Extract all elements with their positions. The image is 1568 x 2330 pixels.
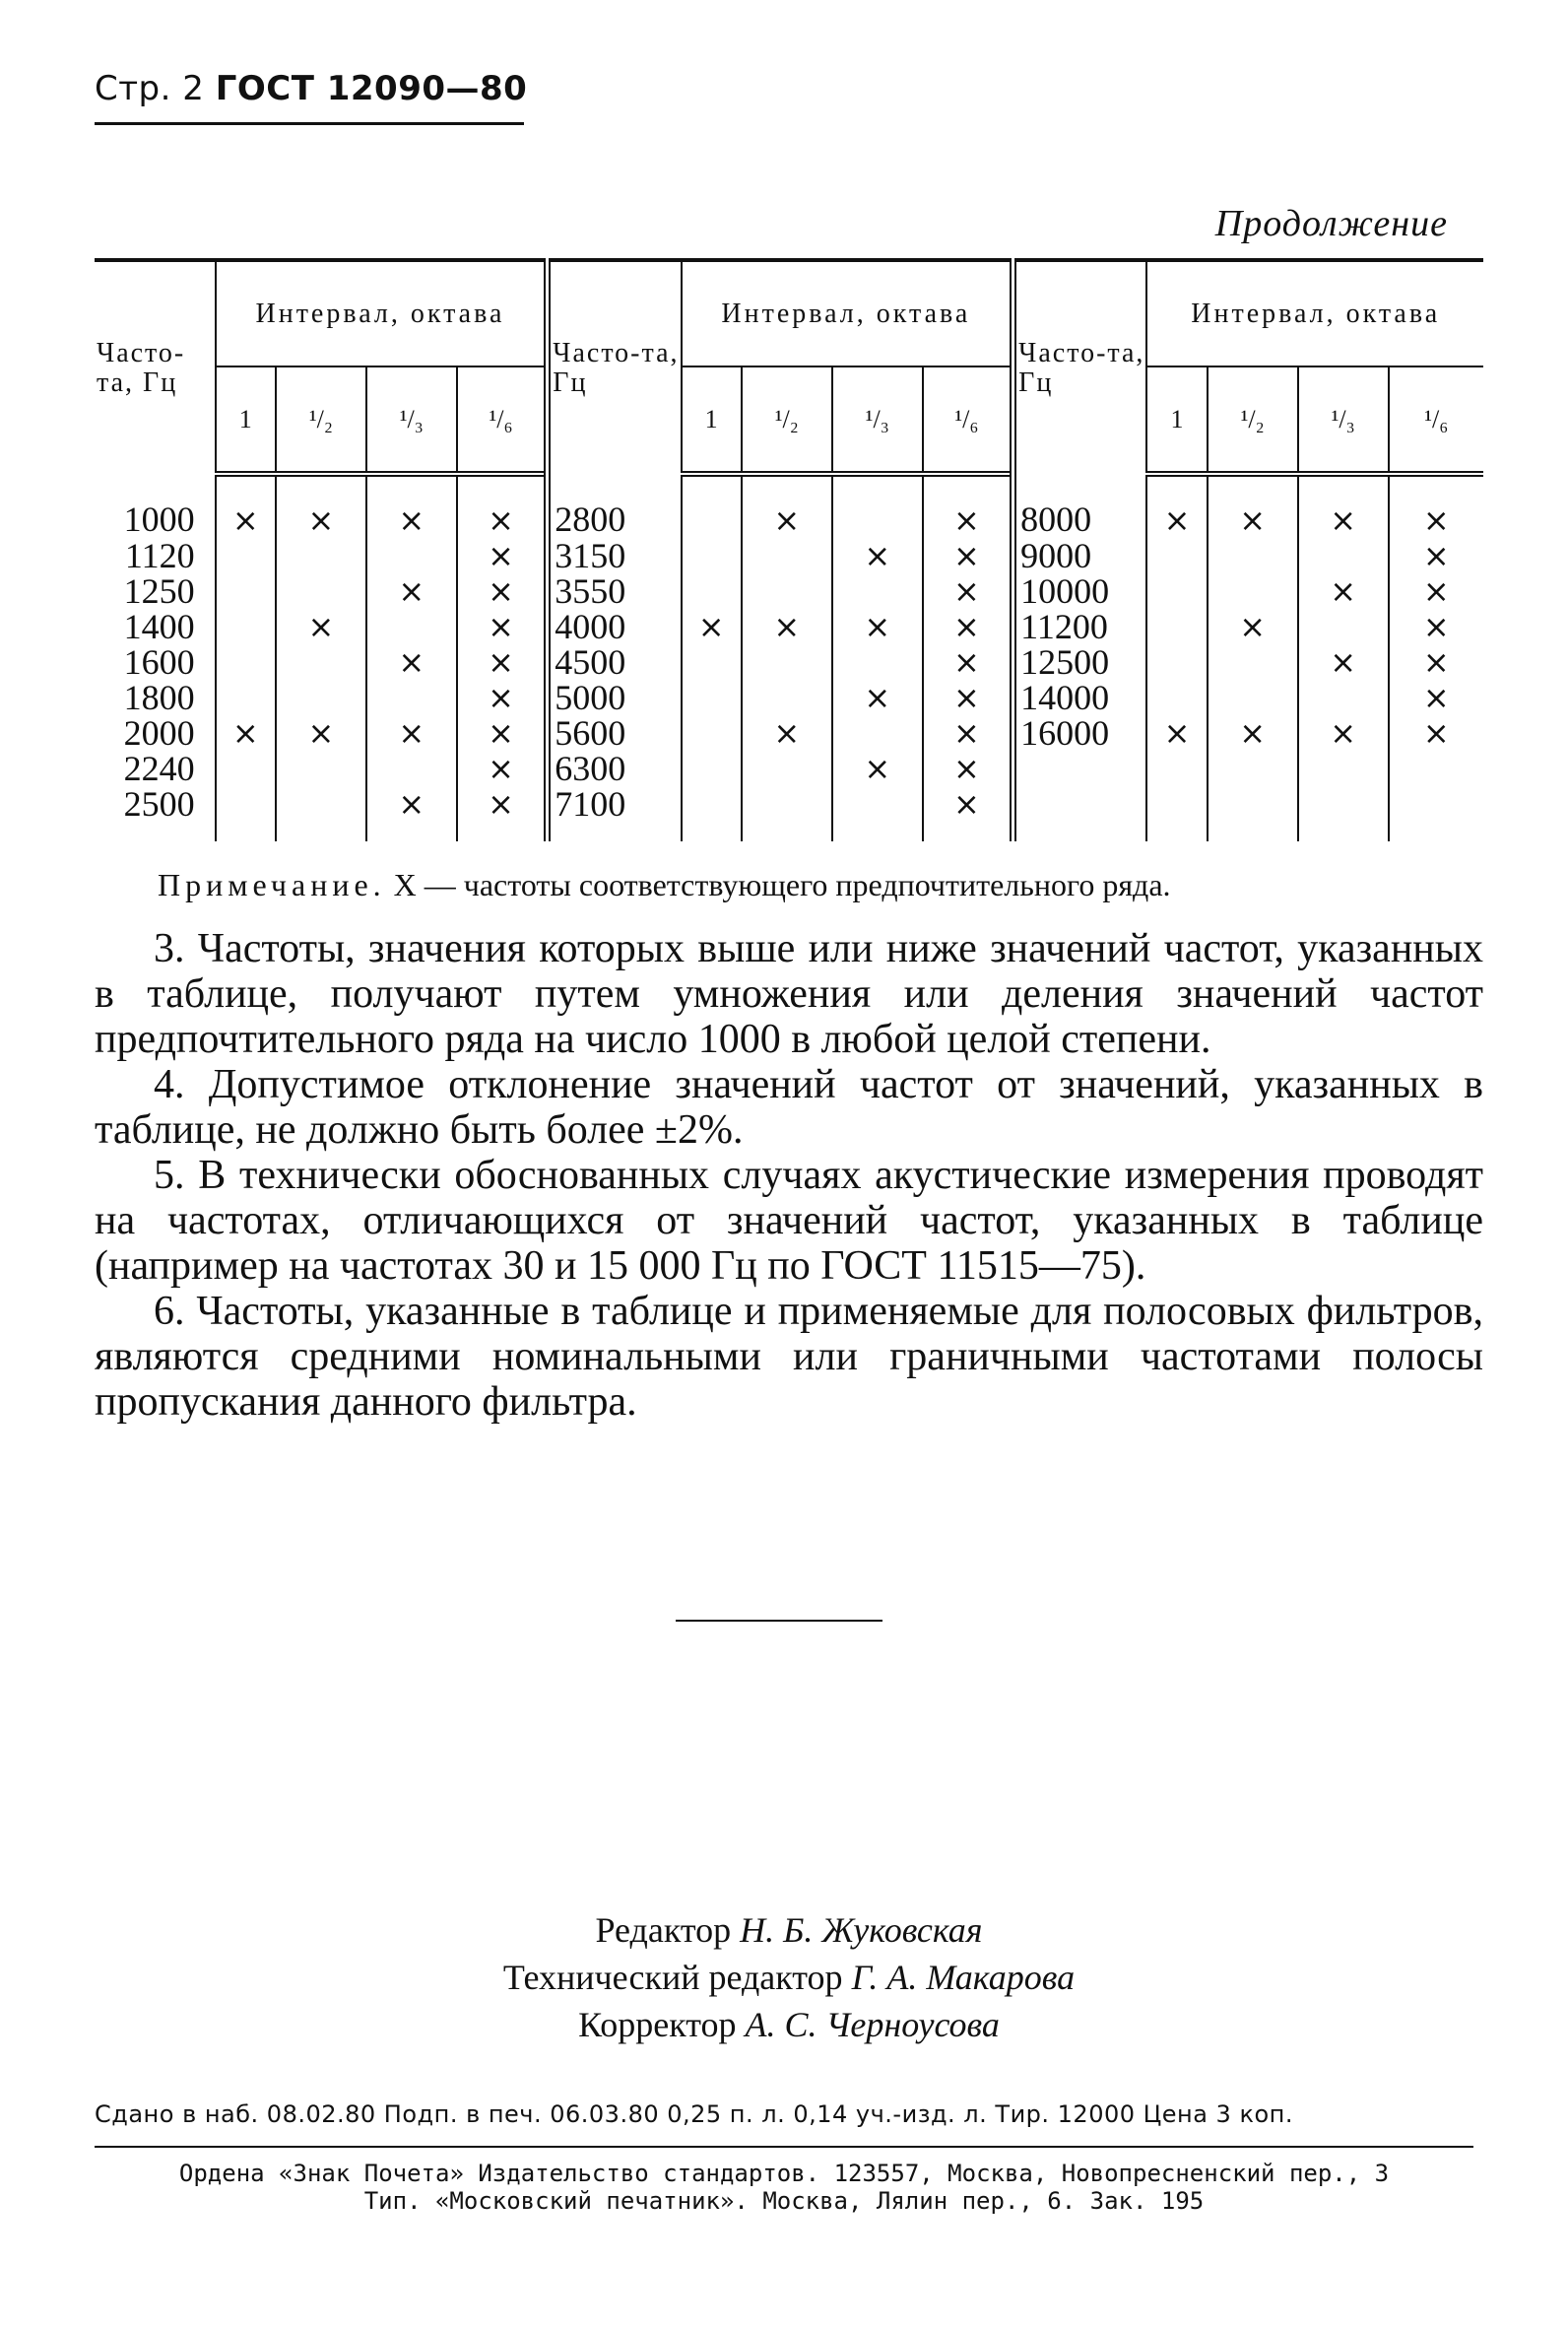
subheader-1-6: ¹/₆ — [923, 366, 1013, 474]
preferred-mark — [366, 538, 457, 573]
preferred-mark: × — [1146, 715, 1207, 751]
subheader-1-2: ¹/₂ — [742, 366, 832, 474]
preferred-mark — [742, 573, 832, 609]
interval-header-2: Интервал, октава — [682, 260, 1013, 366]
frequency-value: 12500 — [1013, 644, 1147, 680]
frequency-value: 16000 — [1013, 715, 1147, 751]
preferred-mark — [276, 538, 366, 573]
preferred-mark — [1389, 786, 1483, 841]
preferred-mark — [832, 786, 923, 841]
freq-header-1: Часто-та, Гц — [95, 260, 216, 474]
preferred-mark: × — [923, 474, 1013, 538]
preferred-mark: × — [276, 715, 366, 751]
frequency-value: 5000 — [548, 680, 682, 715]
preferred-mark — [682, 786, 742, 841]
preferred-mark — [682, 715, 742, 751]
frequency-value: 6300 — [548, 751, 682, 786]
freq-header-3: Часто-та, Гц — [1013, 260, 1147, 474]
credit-role: Редактор — [595, 1910, 732, 1950]
paragraph-3: 3. Частоты, значения которых выше или ниже значений частот, указанных в таблице, получают путем умножения или деления значений частот предпочтительного ряда на число 1000 в любой целой степени. — [95, 926, 1483, 1062]
preferred-mark — [1208, 644, 1298, 680]
subheader-1: 1 — [682, 366, 742, 474]
preferred-mark — [1208, 786, 1298, 841]
table-row — [95, 538, 1483, 573]
preferred-mark — [742, 644, 832, 680]
preferred-mark: × — [832, 538, 923, 573]
credit-editor — [95, 1906, 1483, 1954]
preferred-mark — [1146, 680, 1207, 715]
preferred-mark — [216, 786, 276, 841]
subheader-1-2: ¹/₂ — [1208, 366, 1298, 474]
note-label: Примечание. — [158, 867, 386, 902]
preferred-mark: × — [1208, 609, 1298, 644]
preferred-mark: × — [923, 715, 1013, 751]
preferred-mark — [1146, 538, 1207, 573]
preferred-mark: × — [216, 474, 276, 538]
table-row — [95, 751, 1483, 786]
credit-name: А. С. Черноусова — [745, 2005, 1000, 2044]
preferred-mark — [742, 680, 832, 715]
frequency-value: 4500 — [548, 644, 682, 680]
preferred-mark — [216, 751, 276, 786]
subheader-1: 1 — [216, 366, 276, 474]
preferred-mark: × — [276, 474, 366, 538]
paragraph-5: 5. В технически обоснованных случаях акустические измерения проводят на частотах, отличающихся от значений частот, указанных в таблице (например на частотах 30 и 15 000 Гц по ГОСТ 11515—75). — [95, 1153, 1483, 1289]
frequency-value: 1400 — [123, 607, 195, 646]
frequency-value: 11200 — [1013, 609, 1147, 644]
preferred-mark: × — [457, 715, 548, 751]
preferred-mark — [276, 786, 366, 841]
interval-header-1: Интервал, октава — [216, 260, 548, 366]
preferred-mark — [832, 644, 923, 680]
frequency-value: 4000 — [548, 609, 682, 644]
freq-header-2: Часто-та, Гц — [548, 260, 682, 474]
preferred-mark: × — [832, 609, 923, 644]
preferred-mark — [682, 573, 742, 609]
preferred-mark: × — [1298, 573, 1389, 609]
frequency-value: 1250 — [123, 571, 195, 611]
preferred-mark: × — [366, 474, 457, 538]
preferred-mark: × — [923, 609, 1013, 644]
table-row — [95, 715, 1483, 751]
frequency-value: 1000 — [123, 499, 195, 539]
preferred-mark: × — [1298, 644, 1389, 680]
preferred-mark: × — [1208, 474, 1298, 538]
table-row — [95, 786, 1483, 841]
preferred-mark: × — [1389, 474, 1483, 538]
preferred-mark — [742, 538, 832, 573]
preferred-mark: × — [923, 680, 1013, 715]
frequency-table — [95, 258, 1483, 841]
preferred-mark — [366, 609, 457, 644]
preferred-mark — [276, 680, 366, 715]
note-text: X — частоты соответствующего предпочтительного ряда. — [393, 867, 1171, 902]
preferred-mark — [1146, 609, 1207, 644]
preferred-mark — [216, 680, 276, 715]
preferred-mark — [216, 644, 276, 680]
preferred-mark: × — [457, 609, 548, 644]
preferred-mark — [216, 538, 276, 573]
frequency-value: 2500 — [123, 784, 195, 824]
preferred-mark — [276, 751, 366, 786]
preferred-mark: × — [366, 786, 457, 841]
page-number: Стр. 2 — [95, 69, 205, 108]
preferred-mark — [682, 680, 742, 715]
preferred-mark: × — [457, 680, 548, 715]
preferred-mark — [1298, 751, 1389, 786]
paragraph-4: 4. Допустимое отклонение значений частот от значений, указанных в таблице, не должно быть более ±2%. — [95, 1062, 1483, 1153]
frequency-value: 8000 — [1013, 474, 1147, 538]
subheader-1-3: ¹/₃ — [366, 366, 457, 474]
preferred-mark — [742, 786, 832, 841]
imprint-line-3: Тип. «Московский печатник». Москва, Лялин пер., 6. Зак. 195 — [363, 2187, 1205, 2215]
preferred-mark: × — [1389, 609, 1483, 644]
preferred-mark — [1298, 609, 1389, 644]
subheader-1-3: ¹/₃ — [832, 366, 923, 474]
preferred-mark: × — [457, 474, 548, 538]
preferred-mark — [1146, 786, 1207, 841]
preferred-mark: × — [1389, 715, 1483, 751]
preferred-mark — [276, 573, 366, 609]
preferred-mark: × — [923, 786, 1013, 841]
preferred-mark — [1146, 644, 1207, 680]
preferred-mark — [1208, 573, 1298, 609]
table-row — [95, 573, 1483, 609]
preferred-mark: × — [1389, 644, 1483, 680]
preferred-mark — [832, 573, 923, 609]
preferred-mark: × — [457, 573, 548, 609]
preferred-mark — [1389, 751, 1483, 786]
preferred-mark: × — [457, 786, 548, 841]
preferred-mark — [216, 573, 276, 609]
frequency-value: 3550 — [548, 573, 682, 609]
preferred-mark: × — [923, 751, 1013, 786]
frequency-value: 2000 — [123, 713, 195, 753]
header-rule — [95, 122, 524, 125]
section-divider — [676, 1620, 882, 1622]
preferred-mark — [682, 474, 742, 538]
preferred-mark: × — [832, 680, 923, 715]
preferred-mark: × — [276, 609, 366, 644]
frequency-value: 5600 — [548, 715, 682, 751]
preferred-mark: × — [457, 538, 548, 573]
table-body — [95, 474, 1483, 841]
credit-proofreader — [95, 2001, 1483, 2048]
preferred-mark: × — [1298, 474, 1389, 538]
table-row — [95, 474, 1483, 538]
preferred-mark — [1298, 680, 1389, 715]
preferred-mark: × — [366, 644, 457, 680]
standard-number: ГОСТ 12090—80 — [215, 69, 528, 108]
frequency-value — [1013, 786, 1147, 841]
preferred-mark — [682, 644, 742, 680]
preferred-mark — [682, 538, 742, 573]
paragraph-6: 6. Частоты, указанные в таблице и применяемые для полосовых фильтров, являются средними номинальными или граничными частотами полосы пропускания данного фильтра. — [95, 1289, 1483, 1425]
preferred-mark — [366, 680, 457, 715]
preferred-mark — [276, 644, 366, 680]
frequency-value — [1013, 751, 1147, 786]
preferred-mark — [1208, 751, 1298, 786]
preferred-mark: × — [216, 715, 276, 751]
preferred-mark: × — [742, 715, 832, 751]
preferred-mark — [1298, 538, 1389, 573]
preferred-mark: × — [457, 644, 548, 680]
preferred-mark: × — [682, 609, 742, 644]
subheader-1-3: ¹/₃ — [1298, 366, 1389, 474]
imprint-rule — [95, 2146, 1473, 2148]
frequency-value: 7100 — [548, 786, 682, 841]
preferred-mark — [1208, 538, 1298, 573]
frequency-value: 2800 — [548, 474, 682, 538]
page-header — [95, 69, 527, 108]
imprint-line-1: Сдано в наб. 08.02.80 Подп. в печ. 06.03.80 0,25 п. л. 0,14 уч.-изд. л. Тир. 12000 Цена 3 коп. — [95, 2100, 1293, 2128]
preferred-mark: × — [832, 751, 923, 786]
preferred-mark — [1298, 786, 1389, 841]
preferred-mark: × — [1146, 474, 1207, 538]
credit-name: Г. А. Макарова — [851, 1958, 1076, 1997]
preferred-mark: × — [923, 644, 1013, 680]
preferred-mark — [1146, 573, 1207, 609]
frequency-value: 10000 — [1013, 573, 1147, 609]
preferred-mark: × — [457, 751, 548, 786]
frequency-value: 1600 — [123, 642, 195, 682]
preferred-mark: × — [366, 573, 457, 609]
subheader-1-2: ¹/₂ — [276, 366, 366, 474]
preferred-mark — [366, 751, 457, 786]
interval-header-3: Интервал, октава — [1146, 260, 1483, 366]
preferred-mark — [1146, 751, 1207, 786]
table-row — [95, 644, 1483, 680]
preferred-mark: × — [1389, 538, 1483, 573]
table-note — [158, 867, 1171, 903]
preferred-mark: × — [1298, 715, 1389, 751]
preferred-mark: × — [923, 573, 1013, 609]
preferred-mark: × — [742, 474, 832, 538]
preferred-mark: × — [1389, 573, 1483, 609]
credit-role: Технический редактор — [502, 1958, 843, 1997]
frequency-value: 3150 — [548, 538, 682, 573]
continuation-label: Продолжение — [1214, 203, 1448, 244]
credits — [95, 1906, 1483, 2048]
frequency-value: 2240 — [123, 749, 195, 788]
preferred-mark — [832, 474, 923, 538]
preferred-mark — [216, 609, 276, 644]
imprint-publisher — [95, 2160, 1473, 2215]
frequency-value: 1120 — [124, 536, 195, 575]
frequency-value: 9000 — [1013, 538, 1147, 573]
preferred-mark — [742, 751, 832, 786]
credit-name: Н. Б. Жуковская — [740, 1910, 983, 1950]
credit-tech-editor — [95, 1954, 1483, 2001]
preferred-mark — [682, 751, 742, 786]
subheader-1-6: ¹/₆ — [457, 366, 548, 474]
preferred-mark: × — [1389, 680, 1483, 715]
frequency-value: 14000 — [1013, 680, 1147, 715]
table-row — [95, 609, 1483, 644]
preferred-mark: × — [923, 538, 1013, 573]
table-row — [95, 680, 1483, 715]
subheader-1-6: ¹/₆ — [1389, 366, 1483, 474]
body-text — [95, 926, 1483, 1425]
preferred-mark: × — [366, 715, 457, 751]
imprint-line-2: Ордена «Знак Почета» Издательство стандартов. 123557, Москва, Новопресненский пер., 3 — [178, 2160, 1390, 2187]
frequency-value: 1800 — [123, 678, 195, 717]
preferred-mark: × — [1208, 715, 1298, 751]
preferred-mark — [1208, 680, 1298, 715]
preferred-mark: × — [742, 609, 832, 644]
preferred-mark — [832, 715, 923, 751]
subheader-1: 1 — [1146, 366, 1207, 474]
credit-role: Корректор — [578, 2005, 737, 2044]
